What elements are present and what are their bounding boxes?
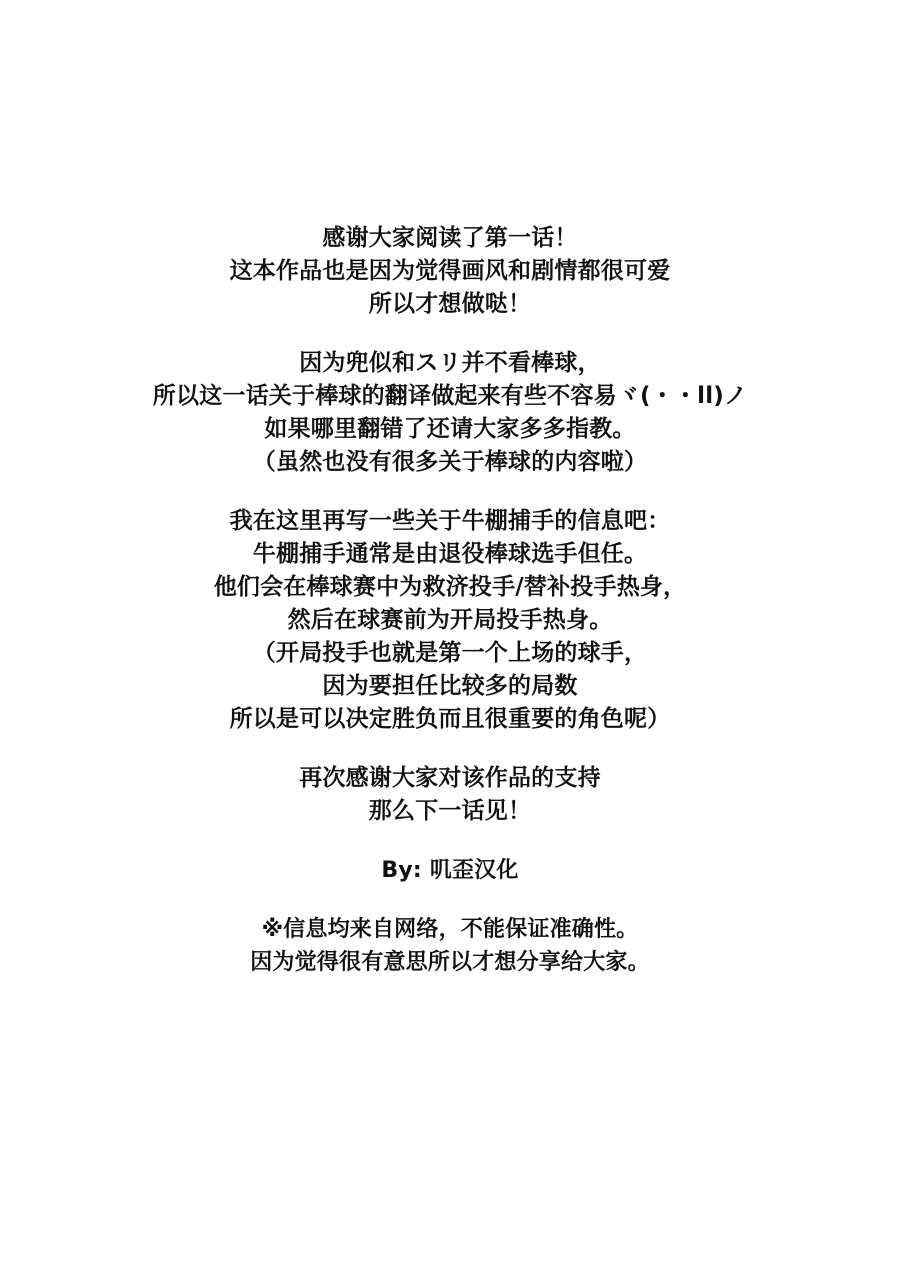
block-translation-note [0,347,900,479]
text-line: 因为要担任比较多的局数 [322,673,578,699]
text-line: 我在这里再写一些关于牛棚捕手的信息吧： [229,508,671,534]
block-thanks-intro [0,222,900,321]
block-credit [0,854,900,887]
text-line: 他们会在棒球赛中为救济投手/替补投手热身， [213,574,687,600]
text-line: 所以才想做哒！ [368,291,532,317]
text-line: 那么下一话见！ [368,798,532,824]
text-line: （开局投手也就是第一个上场的球手， [252,640,648,666]
text-line: 这本作品也是因为觉得画风和剧情都很可爱 [229,258,671,284]
text-line: 所以是可以决定胜负而且很重要的角色呢） [229,706,671,732]
text-line: ※信息均来自网络，不能保证准确性。 [261,917,639,942]
afterword-text-container [0,222,900,979]
text-line: 然后在球赛前为开局投手热身。 [287,607,613,633]
text-line: 因为兜似和スリ并不看棒球， [299,350,601,376]
block-disclaimer [0,913,900,979]
text-line: 牛棚捕手通常是由退役棒球选手但任。 [252,541,648,567]
block-bullpen-catcher-info [0,505,900,736]
text-line: 因为觉得很有意思所以才想分享给大家。 [250,950,650,975]
credit-line: By: 叽歪汉化 [381,858,519,883]
block-closing-thanks [0,762,900,828]
text-line: 感谢大家阅读了第一话！ [322,225,578,251]
text-line: 如果哪里翻错了还请大家多多指教。 [264,416,636,442]
text-line: 再次感谢大家对该作品的支持 [299,765,601,791]
text-line: 所以这一话关于棒球的翻译做起来有些不容易ヾ(・・ll)ノ [152,383,748,409]
text-line: （虽然也没有很多关于棒球的内容啦） [252,449,648,475]
